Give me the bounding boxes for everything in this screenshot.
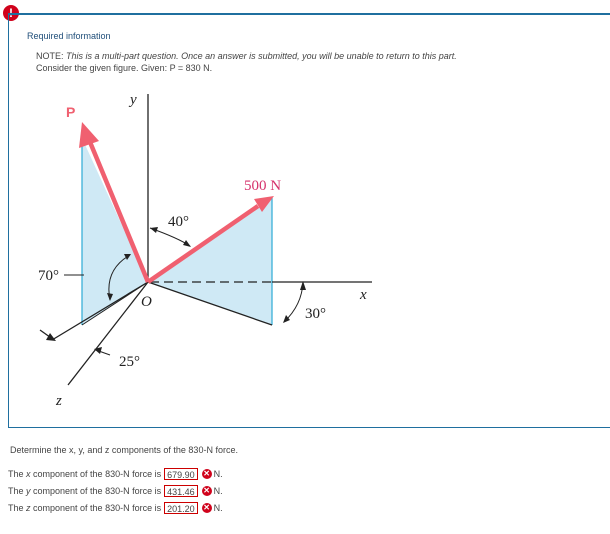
force-p-arrowhead [79, 122, 99, 148]
note-line-2: Consider the given figure. Given: P = 830 N. [36, 63, 213, 73]
answer-label-z: The z component of the 830-N force is [8, 503, 162, 513]
label-25-degree: 25° [119, 354, 140, 370]
answer-unit-z: N. [213, 503, 223, 513]
label-500n: 500 N [244, 178, 282, 194]
label-y: y [130, 92, 137, 108]
note-italic: This is a multi-part question. Once an answer is submitted, you will be unable to return to this part. [66, 51, 457, 61]
answer-row-x [8, 468, 223, 480]
answer-unit-x: N. [213, 469, 223, 479]
answer-input-y[interactable]: 431.46 [164, 485, 198, 497]
answer-unit-y: N. [213, 486, 223, 496]
label-origin: O [141, 294, 152, 310]
answer-label-x: The x component of the 830-N force is [8, 469, 162, 479]
label-70-degree: 70° [38, 268, 59, 284]
note-text [36, 50, 457, 74]
arc-40-arrowhead-b [183, 240, 191, 247]
answer-label-y: The y component of the 830-N force is [8, 486, 162, 496]
label-z: z [56, 393, 62, 409]
incorrect-icon: ✕ [203, 469, 210, 478]
label-x: x [360, 287, 367, 303]
answer-input-x[interactable]: 679.90 [164, 468, 198, 480]
panel-top-rule [8, 13, 610, 15]
label-40-degree: 40° [168, 214, 189, 230]
label-p: P [66, 104, 76, 120]
force-diagram [20, 82, 580, 412]
arc-30-degree [284, 282, 303, 322]
incorrect-icon: ✕ [203, 503, 210, 512]
answer-row-y [8, 485, 223, 497]
label-30-degree: 30° [305, 306, 326, 322]
left-arrowhead [46, 333, 56, 341]
500n-projection-plane [148, 198, 272, 325]
arc-40-arrowhead-a [150, 227, 158, 233]
answer-row-z [8, 502, 223, 514]
required-information-heading: Required information [27, 31, 111, 41]
answer-input-z[interactable]: 201.20 [164, 502, 198, 514]
incorrect-icon: ✕ [203, 486, 210, 495]
note-line-1 [36, 50, 457, 62]
p-projection-plane [82, 138, 148, 325]
question-text: Determine the x, y, and z components of the 830-N force. [10, 445, 238, 455]
note-prefix: NOTE: [36, 51, 64, 61]
